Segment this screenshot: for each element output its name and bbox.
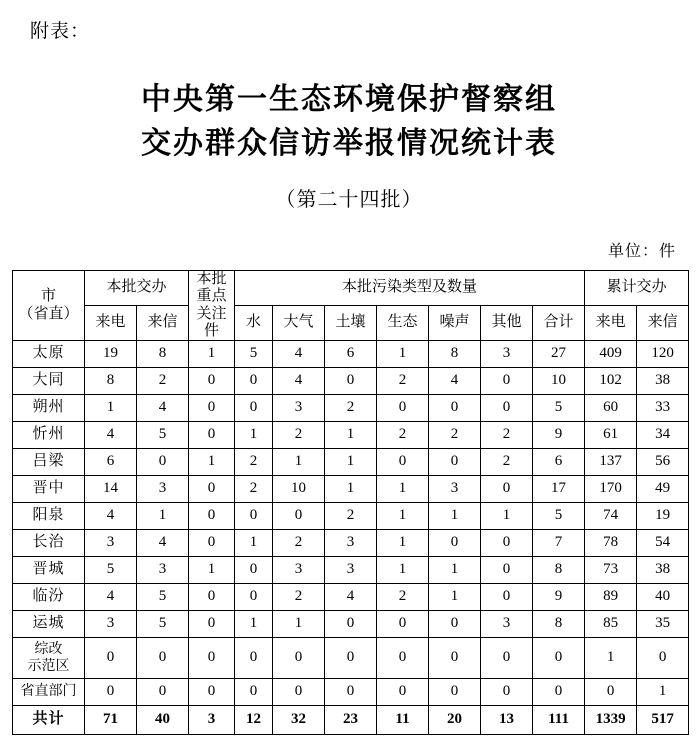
cell-cumulative-letter: 35 [637, 611, 689, 638]
cell-key: 0 [189, 503, 235, 530]
cell-cumulative-call: 102 [585, 368, 637, 395]
table-row [13, 449, 689, 476]
cell-subtotal: 7 [533, 530, 585, 557]
cell-subtotal: 0 [533, 638, 585, 679]
cell-letter: 5 [137, 584, 189, 611]
cell-call: 6 [85, 449, 137, 476]
cell-other: 0 [481, 530, 533, 557]
header-ecology: 生态 [377, 306, 429, 341]
cell-air: 10 [273, 476, 325, 503]
cell-call: 3 [85, 530, 137, 557]
cell-water: 2 [235, 449, 273, 476]
cell-letter: 5 [137, 422, 189, 449]
cell-ecology: 2 [377, 368, 429, 395]
cell-key: 0 [189, 530, 235, 557]
cell-cumulative-call: 137 [585, 449, 637, 476]
cell-call: 5 [85, 557, 137, 584]
cell-letter: 3 [137, 476, 189, 503]
cell-soil: 2 [325, 395, 377, 422]
cell-cumulative-call: 85 [585, 611, 637, 638]
row-city-line-2: 示范区 [27, 659, 70, 674]
cell-key: 1 [189, 557, 235, 584]
cell-key: 0 [189, 638, 235, 679]
row-city-total: 共计 [13, 706, 85, 735]
table-row [13, 503, 689, 530]
cell-soil: 1 [325, 422, 377, 449]
cell-noise: 8 [429, 341, 481, 368]
cell-other: 0 [481, 584, 533, 611]
header-city-line-1: 市 [40, 288, 56, 305]
cell-air: 3 [273, 395, 325, 422]
cell-noise: 1 [429, 503, 481, 530]
cell-water: 1 [235, 611, 273, 638]
cell-ecology: 11 [377, 706, 429, 735]
cell-cumulative-call: 409 [585, 341, 637, 368]
cell-subtotal: 111 [533, 706, 585, 735]
cell-letter: 4 [137, 530, 189, 557]
cell-ecology: 1 [377, 503, 429, 530]
header-cumulative-call: 来电 [585, 306, 637, 341]
cell-noise: 0 [429, 395, 481, 422]
cell-key: 0 [189, 611, 235, 638]
cell-cumulative-call: 1 [585, 638, 637, 679]
cell-call: 19 [85, 341, 137, 368]
header-other: 其他 [481, 306, 533, 341]
cell-soil: 3 [325, 530, 377, 557]
cell-subtotal: 27 [533, 341, 585, 368]
cell-key: 1 [189, 449, 235, 476]
cell-call: 4 [85, 584, 137, 611]
cell-call: 71 [85, 706, 137, 735]
cell-key: 0 [189, 422, 235, 449]
cell-key: 1 [189, 341, 235, 368]
cell-cumulative-letter: 34 [637, 422, 689, 449]
cell-noise: 3 [429, 476, 481, 503]
cell-water: 0 [235, 584, 273, 611]
cell-cumulative-call: 74 [585, 503, 637, 530]
document-title [0, 78, 698, 166]
cell-cumulative-call: 1339 [585, 706, 637, 735]
cell-subtotal: 5 [533, 503, 585, 530]
cell-other: 3 [481, 611, 533, 638]
cell-letter: 5 [137, 611, 189, 638]
cell-key: 0 [189, 395, 235, 422]
cell-other: 0 [481, 476, 533, 503]
table-row [13, 368, 689, 395]
cell-soil: 1 [325, 449, 377, 476]
cell-water: 0 [235, 395, 273, 422]
header-pollution-types: 本批污染类型及数量 [235, 271, 585, 306]
header-cumulative-letter: 来信 [637, 306, 689, 341]
cell-water: 1 [235, 530, 273, 557]
table-header-row-2 [13, 306, 689, 341]
cell-noise: 2 [429, 422, 481, 449]
cell-soil: 3 [325, 557, 377, 584]
cell-letter: 3 [137, 557, 189, 584]
cell-ecology: 2 [377, 584, 429, 611]
cell-key: 0 [189, 368, 235, 395]
cell-air: 1 [273, 611, 325, 638]
header-key-focus-cases [189, 271, 235, 341]
cell-soil: 0 [325, 638, 377, 679]
cell-cumulative-call: 60 [585, 395, 637, 422]
cell-other: 3 [481, 341, 533, 368]
header-water: 水 [235, 306, 273, 341]
cell-cumulative-letter: 120 [637, 341, 689, 368]
cell-air: 3 [273, 557, 325, 584]
cell-call: 14 [85, 476, 137, 503]
cell-noise: 20 [429, 706, 481, 735]
header-city [13, 271, 85, 341]
cell-key: 3 [189, 706, 235, 735]
cell-noise: 0 [429, 679, 481, 706]
cell-subtotal: 17 [533, 476, 585, 503]
cell-water: 0 [235, 679, 273, 706]
header-letter: 来信 [137, 306, 189, 341]
cell-subtotal: 6 [533, 449, 585, 476]
header-soil: 土壤 [325, 306, 377, 341]
cell-cumulative-letter: 19 [637, 503, 689, 530]
cell-key: 0 [189, 679, 235, 706]
cell-subtotal: 10 [533, 368, 585, 395]
cell-water: 1 [235, 422, 273, 449]
cell-soil: 1 [325, 476, 377, 503]
cell-letter: 8 [137, 341, 189, 368]
header-air: 大气 [273, 306, 325, 341]
cell-ecology: 1 [377, 557, 429, 584]
row-city: 晋中 [13, 476, 85, 503]
cell-noise: 1 [429, 584, 481, 611]
cell-cumulative-letter: 49 [637, 476, 689, 503]
cell-air: 2 [273, 584, 325, 611]
table-row [13, 395, 689, 422]
table-row [13, 584, 689, 611]
row-city: 阳泉 [13, 503, 85, 530]
cell-cumulative-call: 61 [585, 422, 637, 449]
table-row [13, 476, 689, 503]
table-row [13, 611, 689, 638]
header-key-line-2: 重点 [196, 288, 227, 305]
cell-other: 0 [481, 638, 533, 679]
row-city: 朔州 [13, 395, 85, 422]
cell-water: 2 [235, 476, 273, 503]
table-total-row [13, 706, 689, 735]
cell-noise: 0 [429, 530, 481, 557]
table-row [13, 422, 689, 449]
cell-call: 0 [85, 638, 137, 679]
cell-noise: 0 [429, 638, 481, 679]
cell-other: 0 [481, 557, 533, 584]
row-city: 忻州 [13, 422, 85, 449]
cell-air: 1 [273, 449, 325, 476]
cell-air: 0 [273, 679, 325, 706]
cell-subtotal: 9 [533, 422, 585, 449]
cell-air: 4 [273, 368, 325, 395]
header-this-batch-assigned: 本批交办 [85, 271, 189, 306]
cell-water: 0 [235, 638, 273, 679]
cell-air: 2 [273, 530, 325, 557]
cell-cumulative-call: 73 [585, 557, 637, 584]
title-line-1: 中央第一生态环境保护督察组 [141, 83, 557, 116]
header-call: 来电 [85, 306, 137, 341]
cell-air: 2 [273, 422, 325, 449]
cell-subtotal: 5 [533, 395, 585, 422]
cell-cumulative-letter: 33 [637, 395, 689, 422]
cell-subtotal: 8 [533, 611, 585, 638]
cell-ecology: 0 [377, 638, 429, 679]
cell-air: 0 [273, 638, 325, 679]
header-city-line-2: （省直） [18, 305, 79, 322]
row-city: 长治 [13, 530, 85, 557]
cell-cumulative-call: 0 [585, 679, 637, 706]
cell-subtotal: 0 [533, 679, 585, 706]
row-city [13, 638, 85, 679]
cell-other: 0 [481, 395, 533, 422]
row-city-line-1: 综改 [34, 641, 63, 657]
cell-letter: 4 [137, 395, 189, 422]
cell-soil: 2 [325, 503, 377, 530]
cell-water: 12 [235, 706, 273, 735]
row-city: 运城 [13, 611, 85, 638]
attachment-label: 附表： [30, 21, 91, 42]
cell-air: 0 [273, 503, 325, 530]
document-subtitle: （第二十四批） [275, 189, 423, 211]
cell-subtotal: 8 [533, 557, 585, 584]
cell-water: 0 [235, 503, 273, 530]
table-row [13, 679, 689, 706]
cell-other: 1 [481, 503, 533, 530]
cell-cumulative-letter: 1 [637, 679, 689, 706]
cell-ecology: 0 [377, 611, 429, 638]
cell-letter: 1 [137, 503, 189, 530]
cell-soil: 0 [325, 368, 377, 395]
cell-ecology: 1 [377, 341, 429, 368]
row-city: 晋城 [13, 557, 85, 584]
header-key-line-1: 本批 [196, 271, 227, 287]
cell-ecology: 0 [377, 679, 429, 706]
cell-noise: 0 [429, 449, 481, 476]
cell-key: 0 [189, 584, 235, 611]
cell-soil: 4 [325, 584, 377, 611]
header-key-line-4: 件 [204, 322, 220, 339]
cell-cumulative-call: 170 [585, 476, 637, 503]
table-row [13, 341, 689, 368]
row-city: 临汾 [13, 584, 85, 611]
title-line-2: 交办群众信访举报情况统计表 [141, 127, 557, 160]
cell-noise: 1 [429, 557, 481, 584]
cell-letter: 40 [137, 706, 189, 735]
header-subtotal: 合计 [533, 306, 585, 341]
cell-cumulative-call: 89 [585, 584, 637, 611]
cell-cumulative-call: 78 [585, 530, 637, 557]
cell-call: 4 [85, 503, 137, 530]
cell-subtotal: 9 [533, 584, 585, 611]
cell-ecology: 0 [377, 449, 429, 476]
cell-other: 2 [481, 449, 533, 476]
cell-water: 5 [235, 341, 273, 368]
cell-noise: 0 [429, 611, 481, 638]
cell-soil: 23 [325, 706, 377, 735]
cell-other: 13 [481, 706, 533, 735]
table-row [13, 557, 689, 584]
row-city: 省直部门 [13, 679, 85, 706]
cell-call: 8 [85, 368, 137, 395]
row-city: 太原 [13, 341, 85, 368]
cell-cumulative-letter: 38 [637, 557, 689, 584]
cell-ecology: 2 [377, 422, 429, 449]
cell-soil: 0 [325, 679, 377, 706]
cell-key: 0 [189, 476, 235, 503]
table-row [13, 530, 689, 557]
row-city: 吕梁 [13, 449, 85, 476]
cell-other: 0 [481, 368, 533, 395]
cell-cumulative-letter: 517 [637, 706, 689, 735]
cell-cumulative-letter: 54 [637, 530, 689, 557]
cell-soil: 6 [325, 341, 377, 368]
cell-ecology: 1 [377, 530, 429, 557]
cell-cumulative-letter: 38 [637, 368, 689, 395]
cell-cumulative-letter: 0 [637, 638, 689, 679]
table-header-row-1 [13, 271, 689, 306]
table-row [13, 638, 689, 679]
cell-air: 32 [273, 706, 325, 735]
row-city: 大同 [13, 368, 85, 395]
header-noise: 噪声 [429, 306, 481, 341]
cell-call: 4 [85, 422, 137, 449]
cell-ecology: 0 [377, 395, 429, 422]
cell-call: 3 [85, 611, 137, 638]
cell-ecology: 1 [377, 476, 429, 503]
cell-letter: 0 [137, 679, 189, 706]
cell-other: 2 [481, 422, 533, 449]
cell-letter: 0 [137, 638, 189, 679]
cell-call: 0 [85, 679, 137, 706]
cell-letter: 2 [137, 368, 189, 395]
cell-air: 4 [273, 341, 325, 368]
cell-noise: 4 [429, 368, 481, 395]
header-cumulative-assigned: 累计交办 [585, 271, 689, 306]
cell-cumulative-letter: 40 [637, 584, 689, 611]
cell-letter: 0 [137, 449, 189, 476]
cell-soil: 0 [325, 611, 377, 638]
cell-cumulative-letter: 56 [637, 449, 689, 476]
cell-water: 0 [235, 368, 273, 395]
header-key-line-3: 关注 [196, 305, 227, 322]
cell-call: 1 [85, 395, 137, 422]
cell-other: 0 [481, 679, 533, 706]
cell-water: 0 [235, 557, 273, 584]
statistics-table [12, 270, 689, 735]
unit-note: 单位：件 [607, 243, 676, 260]
